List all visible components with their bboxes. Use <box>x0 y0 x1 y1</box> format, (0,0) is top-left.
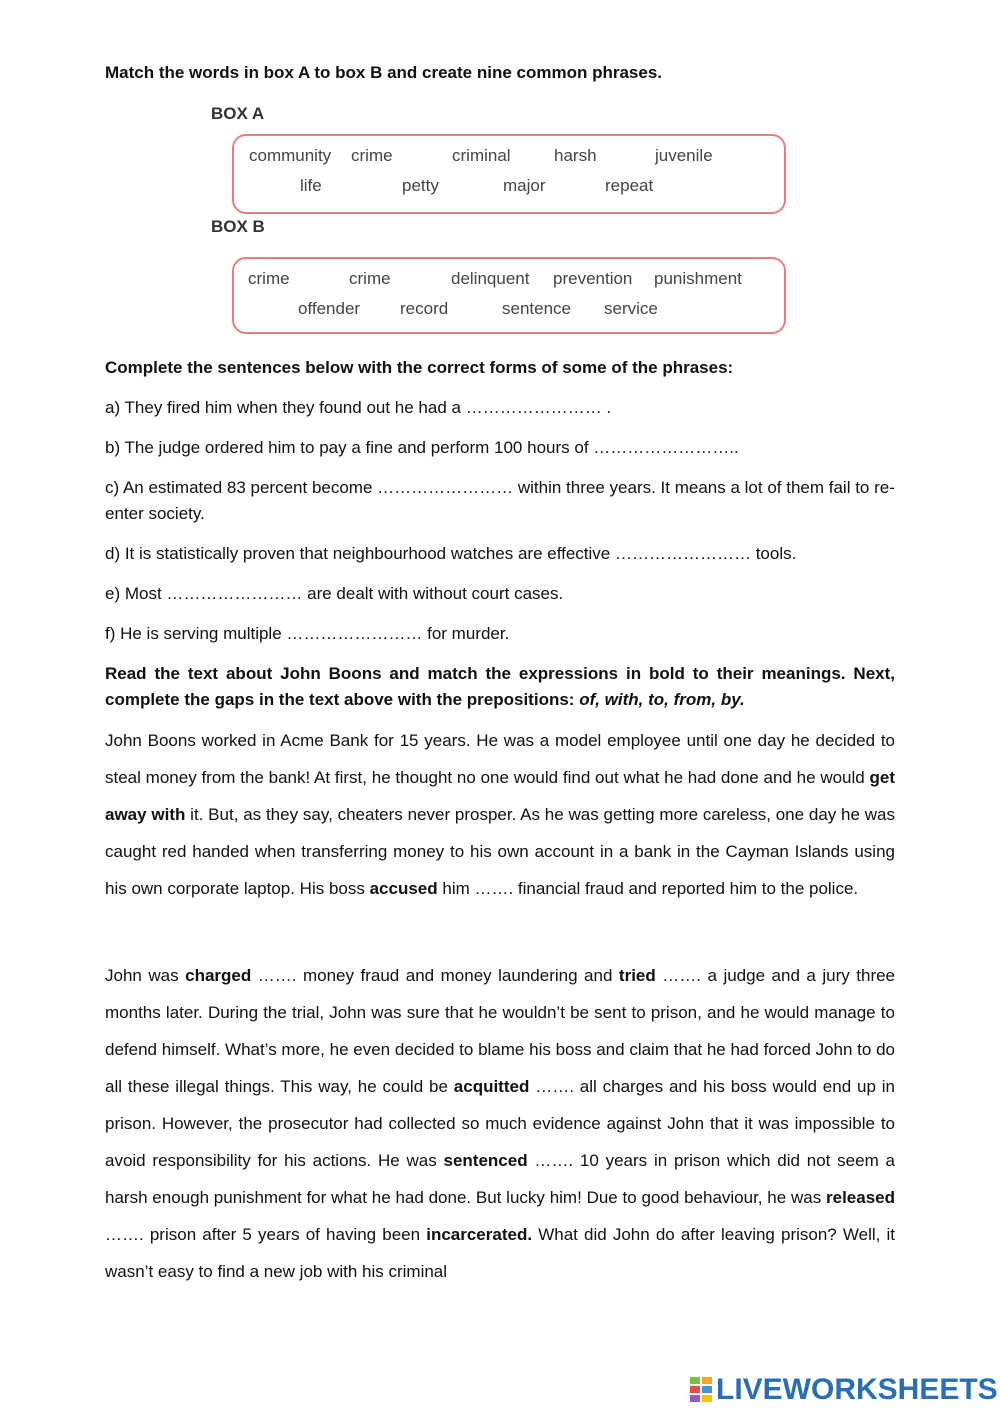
sentence-a: a) They fired him when they found out he had a …………………… . <box>105 398 612 417</box>
bold-expression-incarcerated: incarcerated. <box>426 1225 533 1244</box>
read-instruction <box>105 661 895 713</box>
box-a-word: petty <box>402 176 439 195</box>
box-a-word: juvenile <box>655 146 713 165</box>
bold-expression-sentenced: sentenced <box>443 1151 528 1170</box>
bold-expression-charged: charged <box>185 966 252 985</box>
box-a-word: criminal <box>452 146 511 165</box>
box-a-word: crime <box>351 146 393 165</box>
box-b-word: punishment <box>654 269 742 288</box>
box-b <box>232 257 786 334</box>
box-b-word: prevention <box>553 269 633 288</box>
box-a-word: harsh <box>554 146 597 165</box>
sentence-f: f) He is serving multiple …………………… for murder. <box>105 624 510 643</box>
bold-expression-get-away-with: get away with <box>105 768 895 824</box>
bold-expression-acquitted: acquitted <box>453 1077 530 1096</box>
box-a-word: major <box>503 176 546 195</box>
box-b-word: delinquent <box>451 269 530 288</box>
box-b-word: record <box>400 299 449 318</box>
read-instruction-main: Read the text about John Boons and match the expressions in bold to their meanings. Next, complete the gaps in the text above with the prepositions: <box>105 664 895 709</box>
box-b-word: service <box>604 299 658 318</box>
sentence-d: d) It is statistically proven that neighbourhood watches are effective …………………… tools. <box>105 544 797 563</box>
sentence-b: b) The judge ordered him to pay a fine and perform 100 hours of …………………….. <box>105 438 739 457</box>
box-b-word: sentence <box>502 299 571 318</box>
box-b-word: offender <box>298 299 361 318</box>
complete-instruction: Complete the sentences below with the correct forms of some of the phrases: <box>105 358 734 377</box>
prepositions-list: of, with, to, from, by. <box>579 690 745 709</box>
box-a <box>232 134 786 214</box>
box-a-word: repeat <box>605 176 654 195</box>
box-b-label: BOX B <box>211 217 265 236</box>
logo-text: LIVEWORKSHEETS <box>716 1373 998 1406</box>
story-paragraph-1: John Boons worked in Acme Bank for 15 years. He was a model employee until one day he decided to steal money from the bank! At first, he thought no one would find out what he had done and he would get away with it. But, as they say, cheaters never prosper. As he was getting more careless, one day he was caught red handed when transferring money to his own account in a bank in the Cayman Islands using his own corporate laptop. His boss accused him ……. financial fraud and reported him to the police. <box>105 731 895 898</box>
bold-expression-released: released <box>826 1188 895 1207</box>
box-a-word: community <box>249 146 332 165</box>
story-paragraph-2: John was charged ……. money fraud and money laundering and tried ……. a judge and a jury three months later. During the trial, John was sure that he wouldn’t be sent to prison, and he would manage to defend himself. What’s more, he even decided to blame his boss and claim that he had forced John to do all these illegal things. This way, he could be acquitted ……. all charges and his boss would end up in prison. However, the prosecutor had collected so much evidence against John that it was impossible to avoid responsibility for his actions. He was sentenced ……. 10 years in prison which did not seem a harsh enough punishment for what he had done. But lucky him! Due to good behaviour, he was released ……. prison after 5 years of having been incarcerated. What did John do after leaving prison? Well, it wasn’t easy to find a new job with his criminal <box>105 966 896 1281</box>
bold-expression-accused: accused <box>369 879 438 898</box>
box-a-label: BOX A <box>211 104 265 123</box>
box-b-word: crime <box>248 269 290 288</box>
match-instruction: Match the words in box A to box B and create nine common phrases. <box>105 63 662 82</box>
sentence-e: e) Most …………………… are dealt with without court cases. <box>105 584 564 603</box>
bold-expression-tried: tried <box>618 966 656 985</box>
liveworksheets-logo-icon <box>690 1377 712 1403</box>
liveworksheets-logo[interactable] <box>690 1374 998 1406</box>
box-b-word: crime <box>349 269 391 288</box>
sentence-c: c) An estimated 83 percent become …………………… within three years. It means a lot of them fail to re-enter society. <box>105 478 895 523</box>
box-a-word: life <box>300 176 322 195</box>
